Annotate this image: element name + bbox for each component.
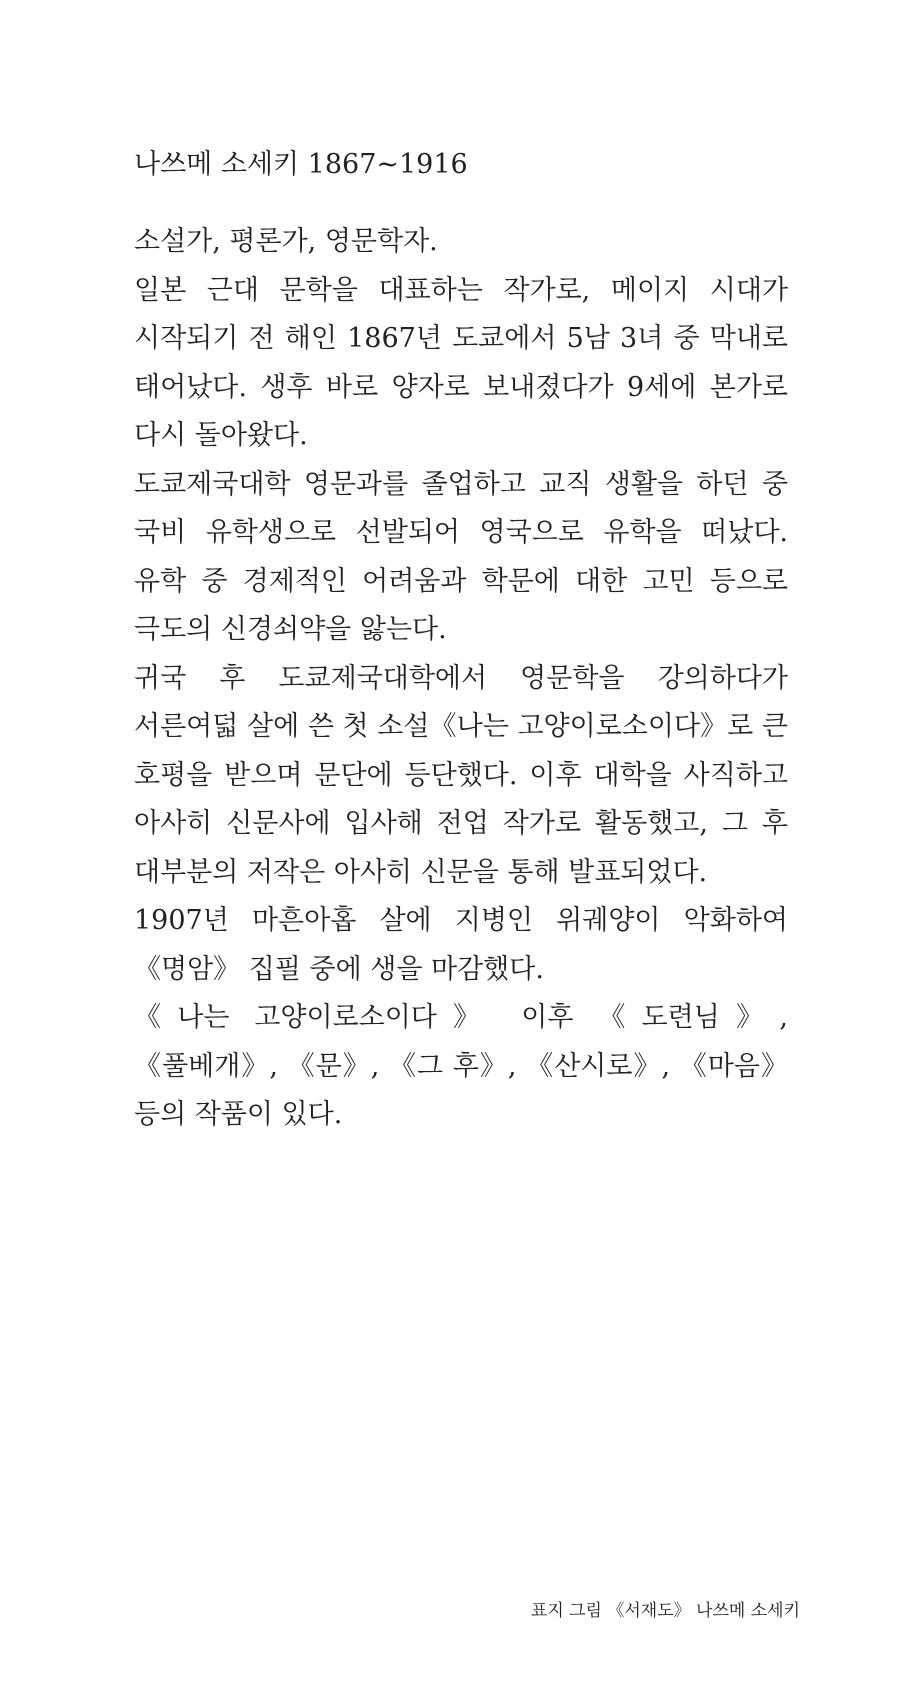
biography-paragraph-education: 도쿄제국대학 영문과를 졸업하고 교직 생활을 하던 중 국비 유학생으로 선발되어 영국으로 유학을 떠났다. 유학 중 경제적인 어려움과 학문에 대한 고민 등으로 극도의 신경쇠약을 앓는다. <box>134 468 788 645</box>
biography-paragraph-works: 《나는 고양이로소이다》 이후 《도련님》, 《풀베개》, 《문》, 《그 후》, 《산시로》, 《마음》 등의 작품이 있다. <box>134 1002 788 1130</box>
author-heading: 나쓰메 소세키 1867~1916 <box>134 149 468 180</box>
biography-paragraph-birth: 일본 근대 문학을 대표하는 작가로, 메이지 시대가 시작되기 전 해인 1867년 도쿄에서 5남 3녀 중 막내로 태어났다. 생후 바로 양자로 보내졌다가 9세에 본가로 다시 돌아왔다. <box>134 274 788 451</box>
biography-paragraph-death: 1907년 마흔아홉 살에 지병인 위궤양이 악화하여 《명암》 집필 중에 생을 마감했다. <box>134 905 788 985</box>
biography-paragraph-career: 귀국 후 도쿄제국대학에서 영문학을 강의하다가 서른여덟 살에 쓴 첫 소설《나는 고양이로소이다》로 큰 호평을 받으며 문단에 등단했다. 이후 대학을 사직하고 아사히 신문사에 입사해 전업 작가로 활동했고, 그 후 대부분의 저작은 아사히 신문을 통해 발표되었다. <box>134 662 788 888</box>
cover-illustration-credit: 표지 그림 《서재도》 나쓰메 소세키 <box>530 1601 800 1621</box>
author-biography <box>134 218 788 1140</box>
biography-paragraph-roles: 소설가, 평론가, 영문학자. <box>134 226 438 257</box>
